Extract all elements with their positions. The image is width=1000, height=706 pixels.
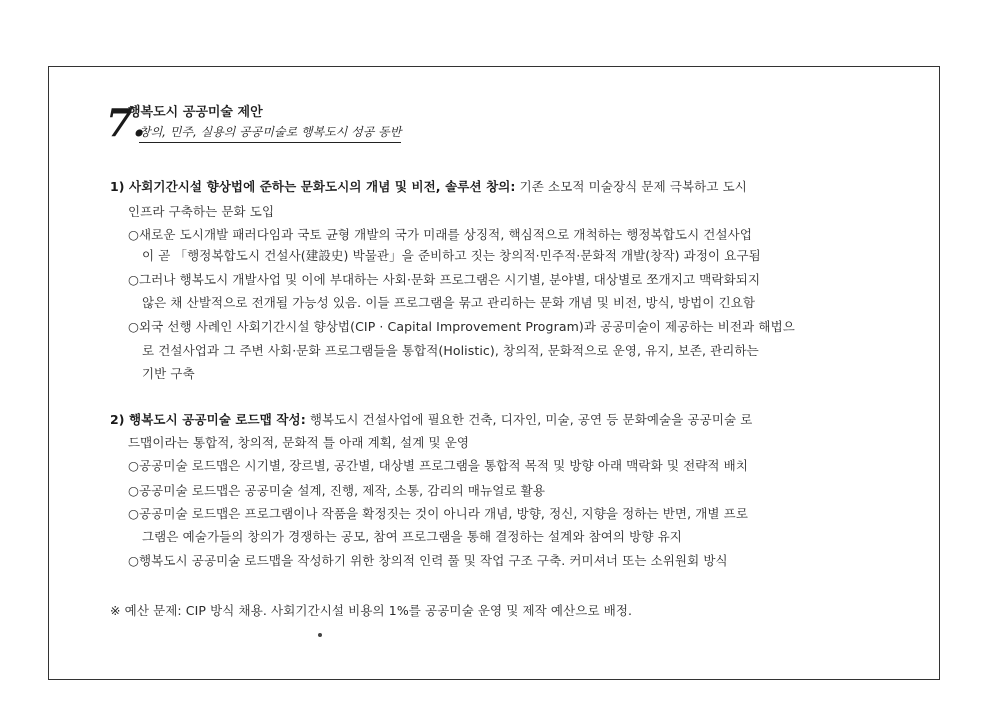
section1-bullet3-line3: 기반 구축 <box>142 366 195 381</box>
budget-note: ※ 예산 문제: CIP 방식 채용. 사회기간시설 비용의 1%를 공공미술 운영 및 제작 예산으로 배정. <box>110 603 633 618</box>
section1-text-cont: 인프라 구축하는 문화 도입 <box>128 204 275 219</box>
section1-bullet1-line2: 이 곧 「행정복합도시 건설사(建設史) 박물관」을 준비하고 짓는 창의적·민주적·문화적 개발(창작) 과정이 요구됨 <box>142 248 761 263</box>
section1-bullet3-line1: ○외국 선행 사례인 사회기간시설 향상법(CIP · Capital Improvement Program)과 공공미술이 제공하는 비전과 해법으 <box>128 319 795 334</box>
section1-first-line <box>110 177 747 195</box>
section1-bullet2-line1: ○그러나 행복도시 개발사업 및 이에 부대하는 사회·문화 프로그램은 시기별, 분야별, 대상별로 쪼개지고 맥락화되지 <box>128 272 761 287</box>
section1-text: 기존 소모적 미술장식 문제 극복하고 도시 <box>515 179 747 194</box>
section2-bullet4: ○행복도시 공공미술 로드맵을 작성하기 위한 창의적 인력 풀 및 작업 구조 구축. 커미셔너 또는 소위원회 방식 <box>128 553 728 568</box>
section2-bullet3-line2: 그램은 예술가들의 창의가 경쟁하는 공모, 참여 프로그램을 통해 결정하는 설계와 참여의 방향 유지 <box>142 529 682 544</box>
section2-label: 2) 행복도시 공공미술 로드맵 작성: <box>110 412 306 427</box>
heading-title: 행복도시 공공미술 제안 <box>128 105 263 120</box>
heading-number: 7. <box>106 100 146 145</box>
section1-bullet1-line1: ○새로운 도시개발 패러다임과 국토 균형 개발의 국가 미래를 상징적, 핵심적으로 개척하는 행정복합도시 건설사업 <box>128 227 753 242</box>
section2-bullet1: ○공공미술 로드맵은 시기별, 장르별, 공간별, 대상별 프로그램을 통합적 목적 및 방향 아래 맥락화 및 전략적 배치 <box>128 458 749 473</box>
section2-text-cont: 드맵이라는 통합적, 창의적, 문화적 틀 아래 계획, 설계 및 운영 <box>128 435 470 450</box>
section2-bullet3-line1: ○공공미술 로드맵은 프로그램이나 작품을 확정짓는 것이 아니라 개념, 방향, 정신, 지향을 정하는 반면, 개별 프로 <box>128 506 749 521</box>
section1-bullet2-line2: 않은 채 산발적으로 전개될 가능성 있음. 이들 프로그램을 묶고 관리하는 문화 개념 및 비전, 방식, 방법이 긴요함 <box>142 295 756 310</box>
heading-subtitle: 창의, 민주, 실용의 공공미술로 행복도시 성공 동반 <box>139 123 401 143</box>
section2-text: 행복도시 건설사업에 필요한 건축, 디자인, 미술, 공연 등 문화예술을 공공미술 로 <box>305 412 753 427</box>
section1-label: 1) 사회기간시설 향상법에 준하는 문화도시의 개념 및 비전, 솔루션 창의: <box>110 179 516 194</box>
stray-dot <box>318 633 322 637</box>
section2-bullet2: ○공공미술 로드맵은 공공미술 설계, 진행, 제작, 소통, 감리의 매뉴얼로 활용 <box>128 483 546 498</box>
section1-bullet3-line2: 로 건설사업과 그 주변 사회·문화 프로그램들을 통합적(Holistic), 창의적, 문화적으로 운영, 유지, 보존, 관리하는 <box>142 343 759 358</box>
section2-first-line <box>110 410 752 428</box>
